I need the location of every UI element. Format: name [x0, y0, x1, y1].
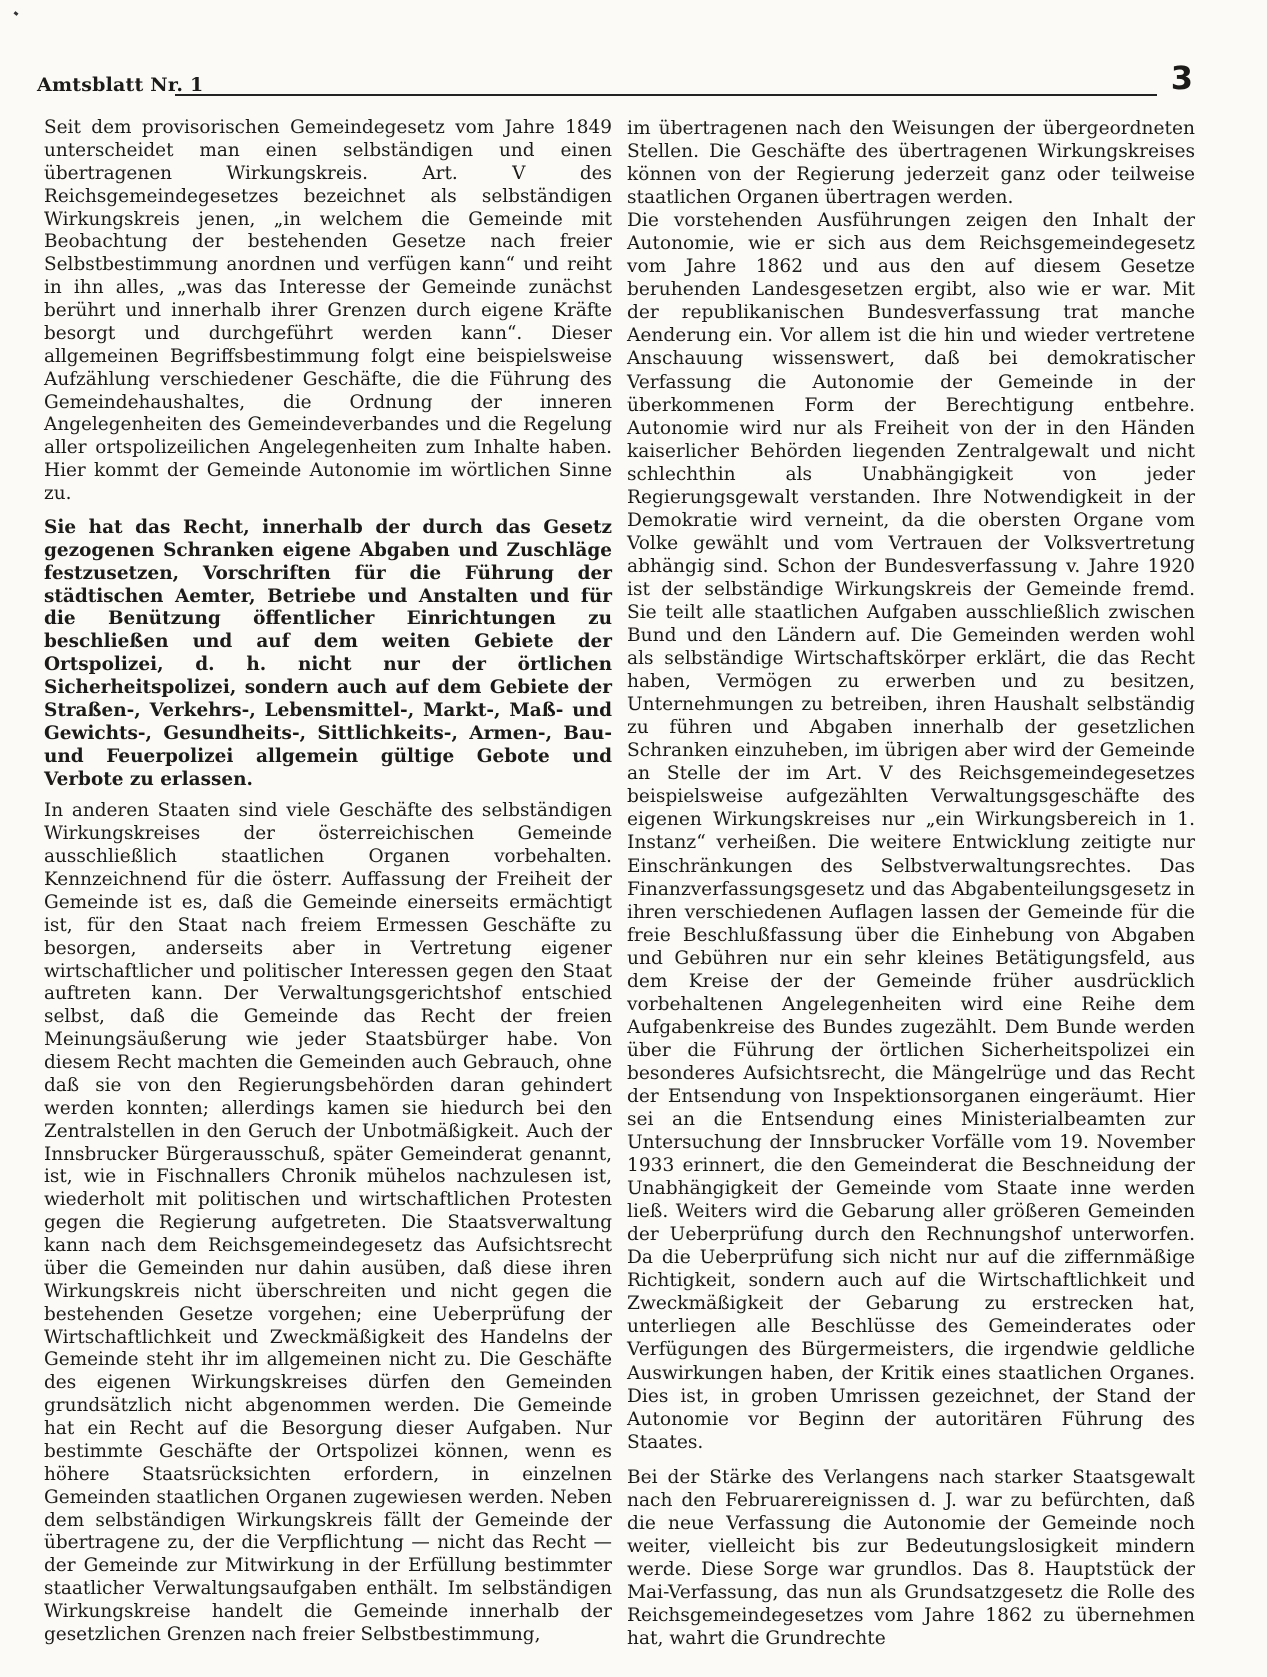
- scan-mark: [14, 11, 19, 16]
- paragraph: Seit dem provisorischen Gemeindegesetz vom Jahre 1849 unterscheidet man einen selbständigen und einen übertragenen Wirkungskreis. Art. V des Reichsgemeindegesetzes bezeichnet als selbständigen Wirkungskreis jenen, „in welchem die Gemeinde mit Beobachtung der bestehenden Gesetze nach freier Selbstbestimmung anordnen und verfügen kann“ und reiht in ihn alles, „was das Interesse der Gemeinde zunächst berührt und innerhalb ihrer Grenzen durch eigene Kräfte besorgt und durchgeführt werden kann“. Dieser allgemeinen Begriffsbestimmung folgt eine beispielsweise Aufzählung verschiedener Geschäfte, die die Führung des Gemeindehaushaltes, die Ordnung der inneren Angelegenheiten des Gemeindeverbandes und die Regelung aller ortspolizeilichen Angelegenheiten zum Inhalte haben. Hier kommt der Gemeinde Autonomie im wörtlichen Sinne zu.: [44, 117, 612, 504]
- running-title: Amtsblatt Nr. 1: [37, 74, 204, 96]
- right-column: [627, 117, 1195, 1650]
- header-rule: [175, 94, 1157, 96]
- bold-paragraph: Sie hat das Recht, innerhalb der durch das Gesetz gezogenen Schranken eigene Abgaben und Zuschläge festzusetzen, Vorschriften für die Führung der städtischen Aemter, Betriebe und Anstalten und für die Benützung öffentlicher Einrichtungen zu beschließen und auf dem weiten Gebiete der Ortspolizei, d. h. nicht nur der örtlichen Sicherheitspolizei, sondern auch auf dem Gebiete der Straßen-, Verkehrs-, Lebensmittel-, Markt-, Maß- und Gewichts-, Gesundheits-, Sittlichkeits-, Armen-, Bau- und Feuerpolizei allgemein gültige Gebote und Verbote zu erlassen.: [44, 516, 612, 790]
- paragraph: Bei der Stärke des Verlangens nach starker Staatsgewalt nach den Februarereignissen d. J. war zu befürchten, daß die neue Verfassung die Autonomie der Gemeinde noch weiter, vielleicht bis zur Bedeutungslosigkeit mindern werde. Diese Sorge war grundlos. Das 8. Hauptstück der Mai-Verfassung, das nun als Grundsatzgesetz die Rolle des Reichsgemeindegesetzes vom Jahre 1862 zu übernehmen hat, wahrt die Grundrechte: [627, 1466, 1195, 1650]
- page-number: 3: [1170, 59, 1193, 97]
- paragraph: Die vorstehenden Ausführungen zeigen den Inhalt der Autonomie, wie er sich aus dem Reichsgemeindegesetz vom Jahre 1862 und aus den auf diesem Gesetze beruhenden Landesgesetzen ergibt, also wie er war. Mit der republikanischen Bundesverfassung trat manche Aenderung ein. Vor allem ist die hin und wieder vertretene Anschauung wissenswert, daß bei demokratischer Verfassung die Autonomie der Gemeinde in der überkommenen Form der Berechtigung entbehre. Autonomie wird nur als Freiheit von der in den Händen kaiserlicher Behörden liegenden Zentralgewalt und nicht schlechthin als Unabhängigkeit von jeder Regierungsgewalt verstanden. Ihre Notwendigkeit in der Demokratie wird verneint, da die obersten Organe vom Volke gewählt und vom Vertrauen der Volksvertretung abhängig sind. Schon der Bundesverfassung v. Jahre 1920 ist der selbständige Wirkungskreis der Gemeinde fremd. Sie teilt alle staatlichen Aufgaben ausschließlich zwischen Bund und den Ländern auf. Die Gemeinden werden wohl als selbständige Wirtschaftskörper erklärt, die das Recht haben, Vermögen zu erwerben und zu besitzen, Unternehmungen zu betreiben, ihren Haushalt selbständig zu führen und Abgaben innerhalb der gesetzlichen Schranken einzuheben, im übrigen aber wird der Gemeinde an Stelle der im Art. V des Reichsgemeindegesetzes beispielsweise aufgezählten Verwaltungsgeschäfte des eigenen Wirkungskreises nur „ein Wirkungsbereich in 1. Instanz“ verheißen. Die weitere Entwicklung zeitigte nur Einschränkungen des Selbstverwaltungsrechtes. Das Finanzverfassungsgesetz und das Abgabenteilungsgesetz in ihren verschiedenen Auflagen lassen der Gemeinde für die freie Beschlußfassung über die Einhebung von Abgaben und Gebühren nur ein sehr kleines Betätigungsfeld, aus dem Kreise der der Gemeinde früher ausdrücklich vorbehaltenen Angelegenheiten wird eine Reihe dem Aufgabenkreise des Bundes zugezählt. Dem Bunde werden über die Führung der örtlichen Sicherheitspolizei ein besonderes Aufsichtsrecht, die Mängelrüge und das Recht der Entsendung von Inspektionsorganen eingeräumt. Hier sei an die Entsendung eines Ministerialbeamten zur Untersuchung der Innsbrucker Vorfälle vom 19. November 1933 erinnert, die den Gemeinderat die Beschneidung der Unabhängigkeit der Gemeinde vom Staate inne werden ließ. Weiters wird die Gebarung aller größeren Gemeinden der Ueberprüfung durch den Rechnungshof unterworfen. Da die Ueberprüfung sich nicht nur auf die ziffernmäßige Richtigkeit, sondern auch auf die Wirtschaftlichkeit und Zweckmäßigkeit der Gebarung zu erstrecken hat, unterliegen alle Beschlüsse des Gemeinderates oder Verfügungen des Bürgermeisters, die irgendwie geldliche Auswirkungen haben, der Kritik eines staatlichen Organes. Dies ist, in groben Umrissen gezeichnet, der Stand der Autonomie vor Beginn der autoritären Führung des Staates.: [627, 210, 1195, 1453]
- left-column: [44, 117, 612, 1647]
- page-header: [37, 59, 1197, 102]
- paragraph: im übertragenen nach den Weisungen der übergeordneten Stellen. Die Geschäfte des übertragenen Wirkungskreises können von der Regierung jederzeit ganz oder teilweise staatlichen Organen übertragen werden.: [627, 118, 1195, 209]
- paragraph: In anderen Staaten sind viele Geschäfte des selbständigen Wirkungskreises der österreichischen Gemeinde ausschließlich staatlichen Organen vorbehalten. Kennzeichnend für die österr. Auffassung der Freiheit der Gemeinde ist es, daß die Gemeinde einerseits ermächtigt ist, für den Staat nach freiem Ermessen Geschäfte zu besorgen, anderseits aber in Vertretung eigener wirtschaftlicher und politischer Interessen gegen den Staat auftreten kann. Der Verwaltungsgerichtshof entschied selbst, daß die Gemeinde das Recht der freien Meinungsäußerung wie jeder Staatsbürger habe. Von diesem Recht machten die Gemeinden auch Gebrauch, ohne daß sie von den Regierungsbehörden daran gehindert werden konnten; allerdings kamen sie hiedurch bei den Zentralstellen in den Geruch der Unbotmäßigkeit. Auch der Innsbrucker Bürgerausschuß, später Gemeinderat genannt, ist, wie in Fischnallers Chronik mühelos nachzulesen ist, wiederholt mit politischen und wirtschaftlichen Protesten gegen die Regierung aufgetreten. Die Staatsverwaltung kann nach dem Reichsgemeindegesetz das Aufsichtsrecht über die Gemeinden nur dahin ausüben, daß diese ihren Wirkungskreis nicht überschreiten und nicht gegen die bestehenden Gesetze vorgehen; eine Ueberprüfung der Wirtschaftlichkeit und Zweckmäßigkeit des Handelns der Gemeinde steht ihr im allgemeinen nicht zu. Die Geschäfte des eigenen Wirkungskreises dürfen den Gemeinden grundsätzlich nicht abgenommen werden. Die Gemeinde hat ein Recht auf die Besorgung dieser Aufgaben. Nur bestimmte Geschäfte der Ortspolizei können, wenn es höhere Staatsrücksichten erfordern, in einzelnen Gemeinden staatlichen Organen zugewiesen werden. Neben dem selbständigen Wirkungskreis fällt der Gemeinde der übertragene zu, der die Verpflichtung — nicht das Recht — der Gemeinde zur Mitwirkung in der Erfüllung bestimmter staatlicher Verwaltungsaufgaben enthält. Im selbständigen Wirkungskreise handelt die Gemeinde innerhalb der gesetzlichen Grenzen nach freier Selbstbestimmung,: [44, 800, 612, 1645]
